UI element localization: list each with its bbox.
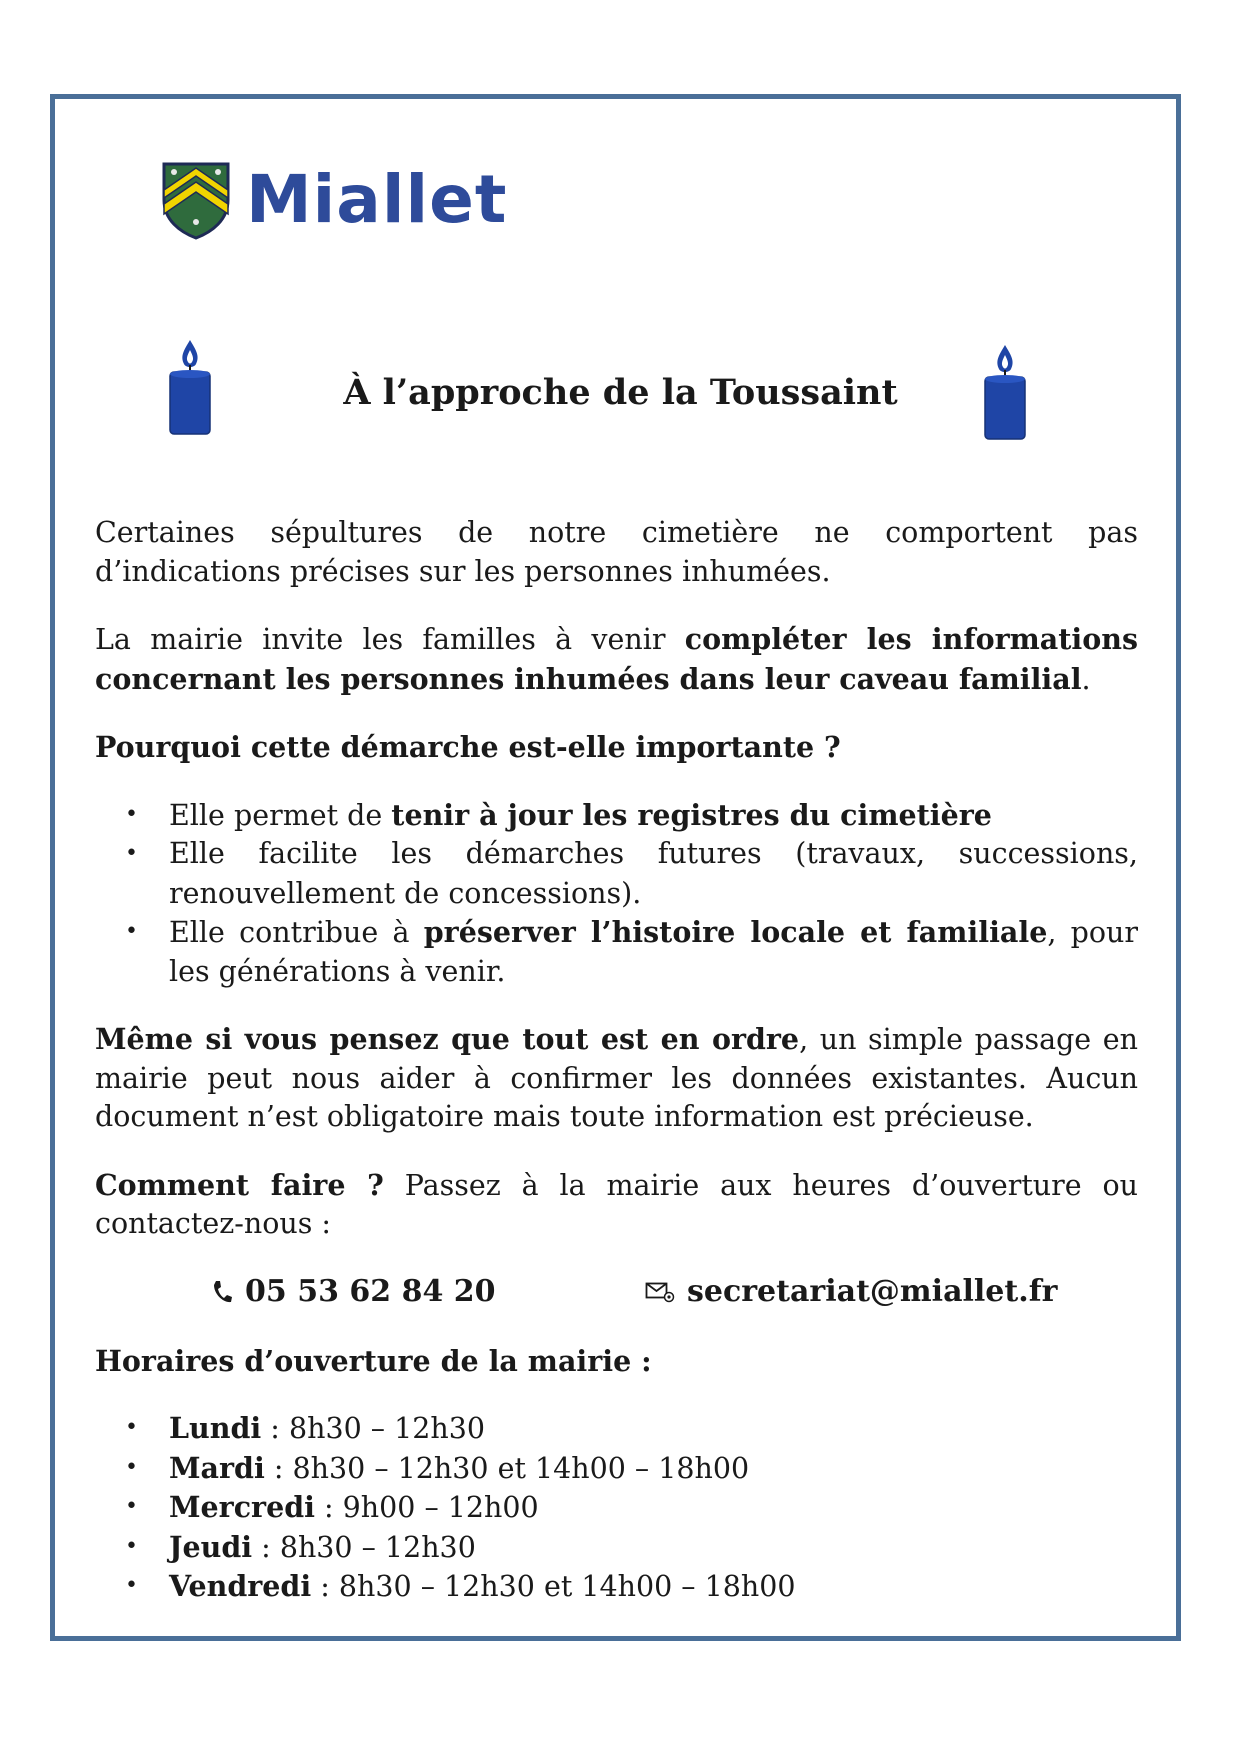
email-contact[interactable] [645, 1273, 1057, 1312]
why-heading: Pourquoi cette démarche est-elle importante ? [95, 730, 841, 764]
phone-contact[interactable] [211, 1273, 496, 1312]
document-body [95, 514, 1138, 1636]
list-item: • Elle contribue à préserver l’histoire locale et familiale, pour les générations à venir. [169, 913, 1138, 991]
list-item: • Mardi : 8h30 – 12h30 et 14h00 – 18h00 [169, 1449, 1138, 1489]
hours-list [95, 1409, 1138, 1607]
coat-of-arms-icon [160, 160, 232, 240]
intro-paragraph: Certaines sépultures de notre cimetière ne comportent pas d’indications précises sur les personnes inhumées. [95, 516, 1138, 588]
list-item: • Elle permet de tenir à jour les registres du cimetière [169, 796, 1138, 836]
reassure-paragraph: Même si vous pensez que tout est en ordre, un simple passage en mairie peut nous aider à confirmer les données existantes. Aucun document n’est obligatoire mais toute information est précieuse. [95, 1022, 1138, 1133]
hours-heading: Horaires d’ouverture de la mairie : [95, 1343, 652, 1378]
invitation-paragraph: La mairie invite les familles à venir compléter les informations concernant les personnes inhumées dans leur caveau familial. [95, 622, 1138, 696]
why-list [95, 796, 1138, 992]
list-item: • Lundi : 8h30 – 12h30 [169, 1409, 1138, 1449]
phone-icon [211, 1279, 233, 1305]
page-title: À l’approche de la Toussaint [343, 372, 898, 413]
logo [160, 160, 507, 240]
email-address[interactable]: secretariat@miallet.fr [687, 1273, 1058, 1309]
logo-text: Miallet [246, 161, 508, 238]
list-item: • Vendredi : 8h30 – 12h30 et 14h00 – 18h00 [169, 1567, 1138, 1607]
candle-icon [975, 343, 1035, 443]
list-item: • Mercredi : 9h00 – 12h00 [169, 1488, 1138, 1528]
mail-icon [645, 1281, 675, 1303]
contact-row [95, 1273, 1138, 1317]
how-paragraph: Comment faire ? Passez à la mairie aux heures d’ouverture ou contactez-nous : [95, 1167, 1138, 1240]
list-item: • Elle facilite les démarches futures (travaux, successions, renouvellement de concessions). [169, 835, 1138, 913]
phone-number[interactable]: 05 53 62 84 20 [245, 1273, 496, 1309]
list-item: • Jeudi : 8h30 – 12h30 [169, 1528, 1138, 1568]
